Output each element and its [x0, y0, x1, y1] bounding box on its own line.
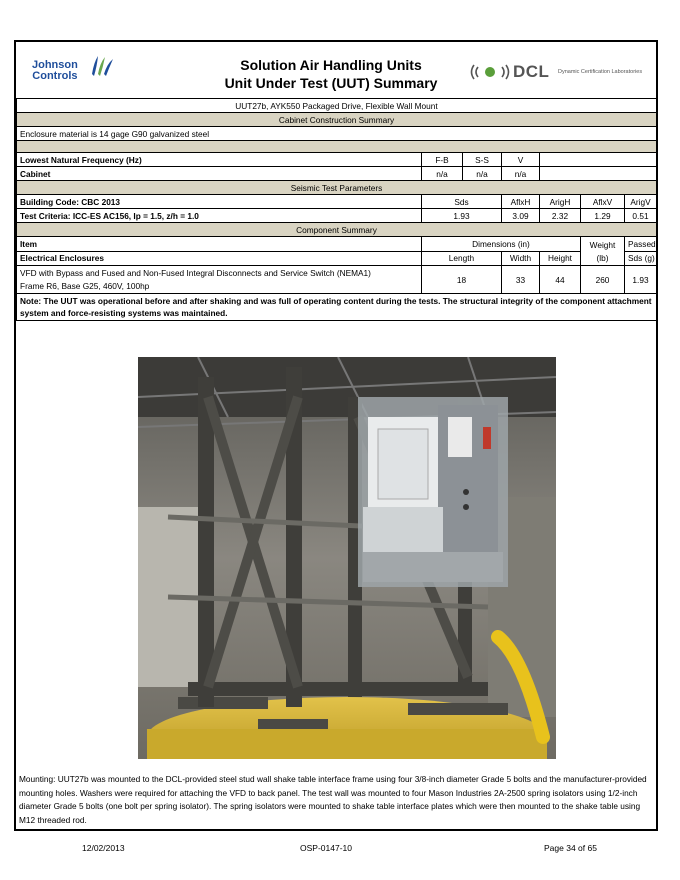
sds-header: Sds (g)	[625, 251, 657, 266]
freq-label: Lowest Natural Frequency (Hz)	[17, 153, 422, 167]
operation-note: Note: The UUT was operational before and after shaking and was full of operating content during the tests. The structural integrity of the component attachment system and force-resisting systems was maintained.	[17, 294, 657, 321]
width-header: Width	[502, 251, 540, 266]
seismic-value-arigv: 0.51	[625, 209, 657, 223]
seismic-header-arigh: ArigH	[540, 195, 581, 209]
seismic-header-aflxh: AflxH	[502, 195, 540, 209]
sheet-header	[16, 42, 656, 98]
seismic-section-header: Seismic Test Parameters	[17, 181, 657, 195]
component-height: 44	[540, 266, 581, 294]
seismic-header-aflxv: AflxV	[581, 195, 625, 209]
spacer-row	[17, 141, 657, 153]
freq-value: n/a	[463, 167, 502, 181]
item-header: Item	[17, 237, 422, 252]
passed-header: Passed	[625, 237, 657, 252]
cabinet-section-header: Cabinet Construction Summary	[17, 113, 657, 127]
dcl-logo	[468, 62, 653, 82]
component-weight: 260	[581, 266, 625, 294]
summary-sheet	[14, 40, 658, 831]
dcl-tagline: Dynamic Certification Laboratories	[558, 69, 643, 75]
logo-left-line1: Johnson	[32, 59, 78, 71]
freq-value: n/a	[422, 167, 463, 181]
dcl-wave-icon	[468, 62, 512, 82]
footer-page-number: Page 34 of 65	[544, 843, 597, 853]
length-header: Length	[422, 251, 502, 266]
enclosure-note: Enclosure material is 14 gage G90 galvanized steel	[17, 127, 657, 141]
component-width: 33	[502, 266, 540, 294]
seismic-value-aflxh: 3.09	[502, 209, 540, 223]
component-description: VFD with Bypass and Fused and Non-Fused Integral Disconnects and Service Switch (NEMA1) Frame R6, Base G25, 460V, 100hp	[17, 266, 422, 294]
component-length: 18	[422, 266, 502, 294]
freq-col-ss: S-S	[463, 153, 502, 167]
seismic-value-aflxv: 1.29	[581, 209, 625, 223]
seismic-value-arigh: 2.32	[540, 209, 581, 223]
uut-subtitle: UUT27b, AYK550 Packaged Drive, Flexible Wall Mount	[17, 99, 657, 113]
page-title: Solution Air Handling Units Unit Under Test (UUT) Summary	[224, 57, 438, 91]
footer-doc-number: OSP-0147-10	[300, 843, 352, 853]
mounting-description: Mounting: UUT27b was mounted to the DCL-provided steel stud wall shake table interface frame using four 3/8-inch diameter Grade 5 bolts and the manufacturer-provided mounting holes. Washers were required for attaching the VFD to back panel. The test wall was mounted to four Mason Industries 2A-2500 spring isolators using 1/2-inch diameter Grade 5 bolts (one bolt per spring isolator). The spring isolators were mounted to shake table interface plates which were then mounted to the shake table using M12 threaded rod.	[19, 774, 647, 825]
dimensions-header: Dimensions (in)	[422, 237, 581, 252]
dcl-brand-text: DCL	[513, 62, 550, 81]
leaf-mark-icon	[88, 54, 116, 80]
freq-col-v: V	[502, 153, 540, 167]
freq-col-fb: F-B	[422, 153, 463, 167]
freq-value: n/a	[502, 167, 540, 181]
building-code-label: Building Code: CBC 2013	[17, 195, 422, 209]
footer-date: 12/02/2013	[82, 843, 125, 853]
seismic-header-arigv: ArigV	[625, 195, 657, 209]
component-section-header: Component Summary	[17, 223, 657, 237]
test-setup-photo	[138, 357, 556, 759]
summary-table	[16, 98, 657, 321]
logo-left-line2: Controls	[32, 70, 78, 82]
group-label: Electrical Enclosures	[17, 251, 422, 266]
freq-row-label: Cabinet	[17, 167, 422, 181]
seismic-header-sds: Sds	[422, 195, 502, 209]
seismic-value-sds: 1.93	[422, 209, 502, 223]
test-criteria-label: Test Criteria: ICC-ES AC156, Ip = 1.5, z/h = 1.0	[17, 209, 422, 223]
component-passed-sds: 1.93	[625, 266, 657, 294]
height-header: Height	[540, 251, 581, 266]
johnson-controls-logo	[32, 54, 118, 88]
weight-header: Weight (lb)	[581, 237, 625, 266]
